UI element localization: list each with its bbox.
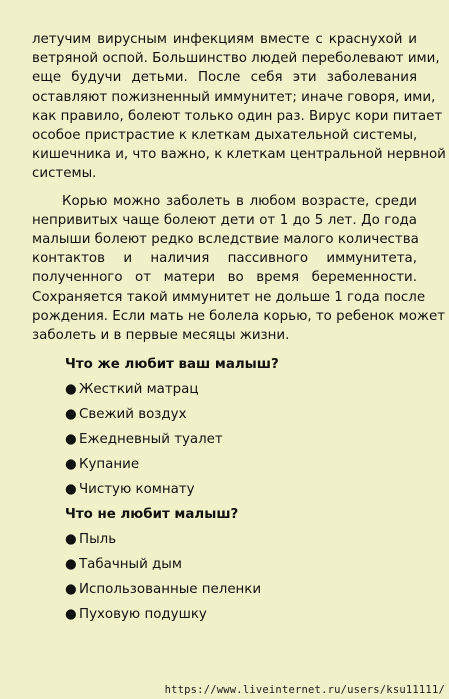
paragraph-2 — [32, 192, 446, 346]
text-line: особое пристрастие к клеткам дыхательной системы, — [32, 128, 418, 144]
list-item — [65, 555, 417, 574]
bullet-icon: ● — [65, 582, 77, 598]
list-item-label: Чистую комнату — [79, 482, 195, 498]
list-item-label: Ежедневный туалет — [79, 432, 223, 448]
list-item — [65, 605, 417, 624]
list-item — [65, 405, 417, 424]
list-item — [65, 530, 417, 549]
list-item — [65, 580, 417, 599]
list-item-label: Купание — [79, 457, 140, 473]
bullet-icon: ● — [65, 532, 77, 548]
bullet-icon: ● — [65, 432, 77, 448]
text-line: полученного от матери во время беременности. — [32, 270, 417, 286]
text-line: рождения. Если мать не болела корью, то ребенок может — [32, 308, 446, 324]
paragraph-1 — [32, 30, 446, 184]
list-item — [65, 480, 417, 499]
text-line: малыши болеют редко вследствие малого количества — [32, 232, 419, 248]
list-item-label: Пыль — [79, 532, 117, 548]
list-item-label: Жесткий матрац — [79, 382, 199, 398]
text-line: оставляют пожизненный иммунитет; иначе говоря, ими, — [32, 89, 436, 105]
text-line: контактов и наличия пассивного иммунитета, — [32, 251, 417, 267]
likes-list — [32, 380, 417, 499]
likes-heading: Что же любит ваш малыш? — [65, 357, 279, 373]
text-line: еще будучи детьми. После себя эти заболевания — [32, 70, 417, 86]
list-item-label: Пуховую подушку — [79, 607, 207, 623]
list-item — [65, 455, 417, 474]
list-item — [65, 430, 417, 449]
text-line: Корью можно заболеть в любом возрасте, среди — [62, 193, 417, 209]
bullet-icon: ● — [65, 382, 77, 398]
text-line: заболеть и в первые месяцы жизни. — [32, 328, 290, 344]
list-item-label: Табачный дым — [79, 557, 182, 573]
dislikes-list — [32, 530, 417, 624]
bullet-icon: ● — [65, 457, 77, 473]
list-item — [65, 380, 417, 399]
text-line: непривитых чаще болеют дети от 1 до 5 лет. До года — [32, 212, 417, 228]
page-content — [32, 30, 446, 624]
list-item-label: Использованные пеленки — [79, 582, 262, 598]
bullet-icon: ● — [65, 607, 77, 623]
text-line: летучим вирусным инфекциям вместе с краснухой и — [32, 32, 417, 47]
list-item-label: Свежий воздух — [79, 407, 187, 423]
dislikes-heading: Что не любит малыш? — [65, 507, 239, 523]
source-url-watermark: https://www.liveinternet.ru/users/ksu11111/ — [164, 684, 445, 696]
bullet-icon: ● — [65, 482, 77, 498]
text-line: Сохраняется такой иммунитет не дольше 1 года после — [32, 289, 426, 305]
bullet-icon: ● — [65, 407, 77, 423]
text-line: кишечника и, что важно, к клеткам центральной нервной — [32, 147, 446, 163]
bullet-icon: ● — [65, 557, 77, 573]
text-line: ветряной оспой. Большинство людей переболевают ими, — [32, 51, 440, 67]
text-line: системы. — [32, 166, 97, 182]
text-line: как правило, болеют только один раз. Вирус кори питает — [32, 108, 443, 124]
